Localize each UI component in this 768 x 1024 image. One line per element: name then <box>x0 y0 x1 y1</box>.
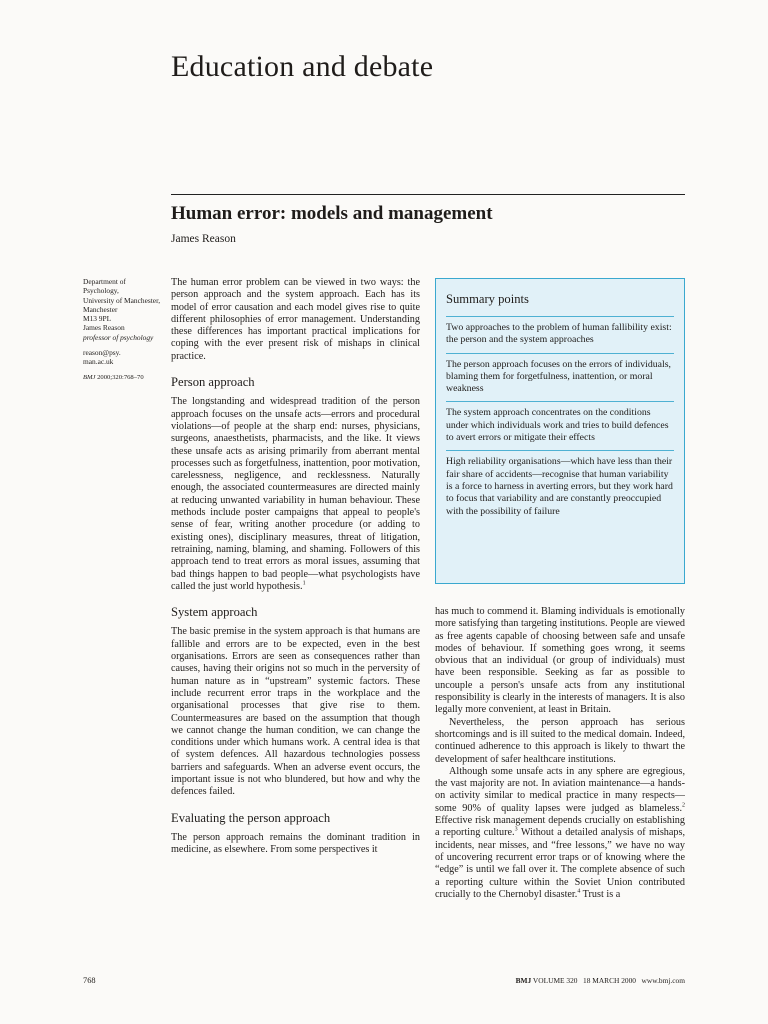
paragraph-system-approach: The basic premise in the system approach is that humans are fallible and errors are to be expected, even in the best organisations. Errors are seen as consequences rather than causes, having their origins not so much in the perversity of human nature as in “upstream” systemic factors. These include recurrent error traps in the workplace and the organisational processes that give rise to them. Countermeasures are based on the assumption that though we cannot change the human condition, we can change the conditions under which humans work. A central idea is that of system defences. All hazardous technologies possess barriers and safeguards. When an adverse event occurs, the important issue is not who blundered, but how and why the defences failed. <box>171 626 420 798</box>
summary-title: Summary points <box>446 292 529 306</box>
intro-paragraph: The human error problem can be viewed in two ways: the person approach and the system approach. Each has its model of error causation and each model gives rise to quite different philosophies of error management. Understanding these differences has important practical implications for coping with the ever present risk of mishaps in clinical practice. <box>171 277 420 362</box>
paragraph-person-approach <box>171 396 420 593</box>
summary-point: High reliability organisations—which have less than their fair share of accidents—recognise that human variability is a force to harness in averting errors, but they work hard to focus that variability and are constantly preoccupied with the possibility of failure <box>446 450 674 523</box>
email-line: reason@psy. <box>83 348 121 358</box>
reference-marker[interactable]: 4 <box>577 888 581 895</box>
affiliation-line: University of Manchester, <box>83 295 161 305</box>
reference-marker[interactable]: 2 <box>682 802 685 809</box>
article-title: Human error: models and management <box>171 203 493 224</box>
paragraph-evaluating-continued: has much to commend it. Blaming individuals is emotionally more satisfying than targeting institutions. People are viewed as free agents capable of choosing between safe and unsafe modes of behaviour. If something goes wrong, it seems obvious that an individual (or group of individuals) must have been responsible. Seeking as far as possible to uncouple a person's unsafe acts from any institutional responsibility is clearly in the interests of managers. It is also legally more convenient, at least in Britain. <box>435 606 685 716</box>
summary-point: The person approach focuses on the errors of individuals, blaming them for forgetfulness, inattention, or moral weakness <box>446 353 674 402</box>
heading-evaluating-person-approach: Evaluating the person approach <box>171 810 331 825</box>
author-email[interactable] <box>83 348 163 367</box>
reference-marker[interactable]: 3 <box>514 826 518 833</box>
footer-volume: VOLUME 320 <box>532 976 578 985</box>
heading-person-approach: Person approach <box>171 375 255 390</box>
page-number: 768 <box>83 976 96 985</box>
section-heading: Education and debate <box>171 50 434 83</box>
column-right <box>435 606 685 901</box>
footer-url[interactable]: www.bmj.com <box>641 976 685 985</box>
article-author: James Reason <box>171 233 236 245</box>
column-left <box>171 277 420 856</box>
affiliation-line: Department of Psychology, <box>83 277 126 296</box>
paragraph-text: Although some unsafe acts in any sphere are egregious, the vast majority are not. In aviation maintenance—a hands-on activity similar to medical practice in many respects—some 90% of quality lapses were judged as blameless. <box>435 765 685 814</box>
heading-system-approach: System approach <box>171 605 258 620</box>
paragraph-shortcomings: Nevertheless, the person approach has serious shortcomings and is ill suited to the medical domain. Indeed, continued adherence to this approach is likely to thwart the development of safer healthcare institutions. <box>435 716 685 765</box>
affiliation-line: M13 9PL <box>83 314 112 324</box>
summary-points-box <box>435 278 685 584</box>
summary-point: The system approach concentrates on the conditions under which individuals work and tries to build defences to avert errors or mitigate their effects <box>446 401 674 450</box>
author-affiliation <box>83 277 163 342</box>
paragraph-evaluating-start: The person approach remains the dominant tradition in medicine, as elsewhere. From some perspectives it <box>171 831 420 856</box>
affiliation-line: Manchester <box>83 304 118 314</box>
citation-details: 2000;320:768–70 <box>95 373 144 381</box>
summary-points-list <box>446 316 674 524</box>
title-rule <box>171 194 685 195</box>
paragraph-text: Without a detailed analysis of mishaps, incidents, near misses, and “free lessons,” we have no way of uncovering recurrent error traps or of knowing where the “edge” is until we fall over it. The complete absence of such a reporting culture within the Soviet Union contributed crucially to the Chernobyl disaster. <box>435 827 685 900</box>
email-line: man.ac.uk <box>83 357 114 367</box>
sidebar-author-name: James Reason <box>83 323 125 333</box>
journal-footer <box>466 976 685 985</box>
summary-point: Two approaches to the problem of human fallibility exist: the person and the system approaches <box>446 316 674 353</box>
citation <box>83 373 163 382</box>
paragraph-text: Effective risk management depends crucially on establishing a reporting culture. <box>435 815 685 839</box>
sidebar-author-role: professor of psychology <box>83 332 154 342</box>
author-sidebar <box>83 277 163 388</box>
paragraph-text: Trust is a <box>580 888 621 900</box>
footer-journal: BMJ <box>515 976 532 985</box>
paragraph-unsafe-acts <box>435 766 685 901</box>
citation-journal: BMJ <box>83 373 96 381</box>
reference-marker[interactable]: 1 <box>302 580 306 587</box>
footer-date: 18 MARCH 2000 <box>583 976 636 985</box>
paragraph-text: The longstanding and widespread tradition of the person approach focuses on the unsafe acts—errors and procedural violations—of people at the sharp end: nurses, physicians, surgeons, anaesthetists, pharmacists, and the like. It views these unsafe acts as arising primarily from aberrant mental processes such as forgetfulness, inattention, poor motivation, carelessness, negligence, and recklessness. Naturally enough, the associated countermeasures are directed mainly at reducing unwanted variability in human behaviour. These methods include poster campaigns that appeal to people's sense of fear, writing another procedure (or adding to existing ones), disciplinary measures, threat of litigation, retraining, naming, blaming, and shaming. Followers of this approach tend to treat errors as moral issues, assuming that bad things happen to bad people—what psychologists have called the just world hypothesis. <box>171 396 420 592</box>
